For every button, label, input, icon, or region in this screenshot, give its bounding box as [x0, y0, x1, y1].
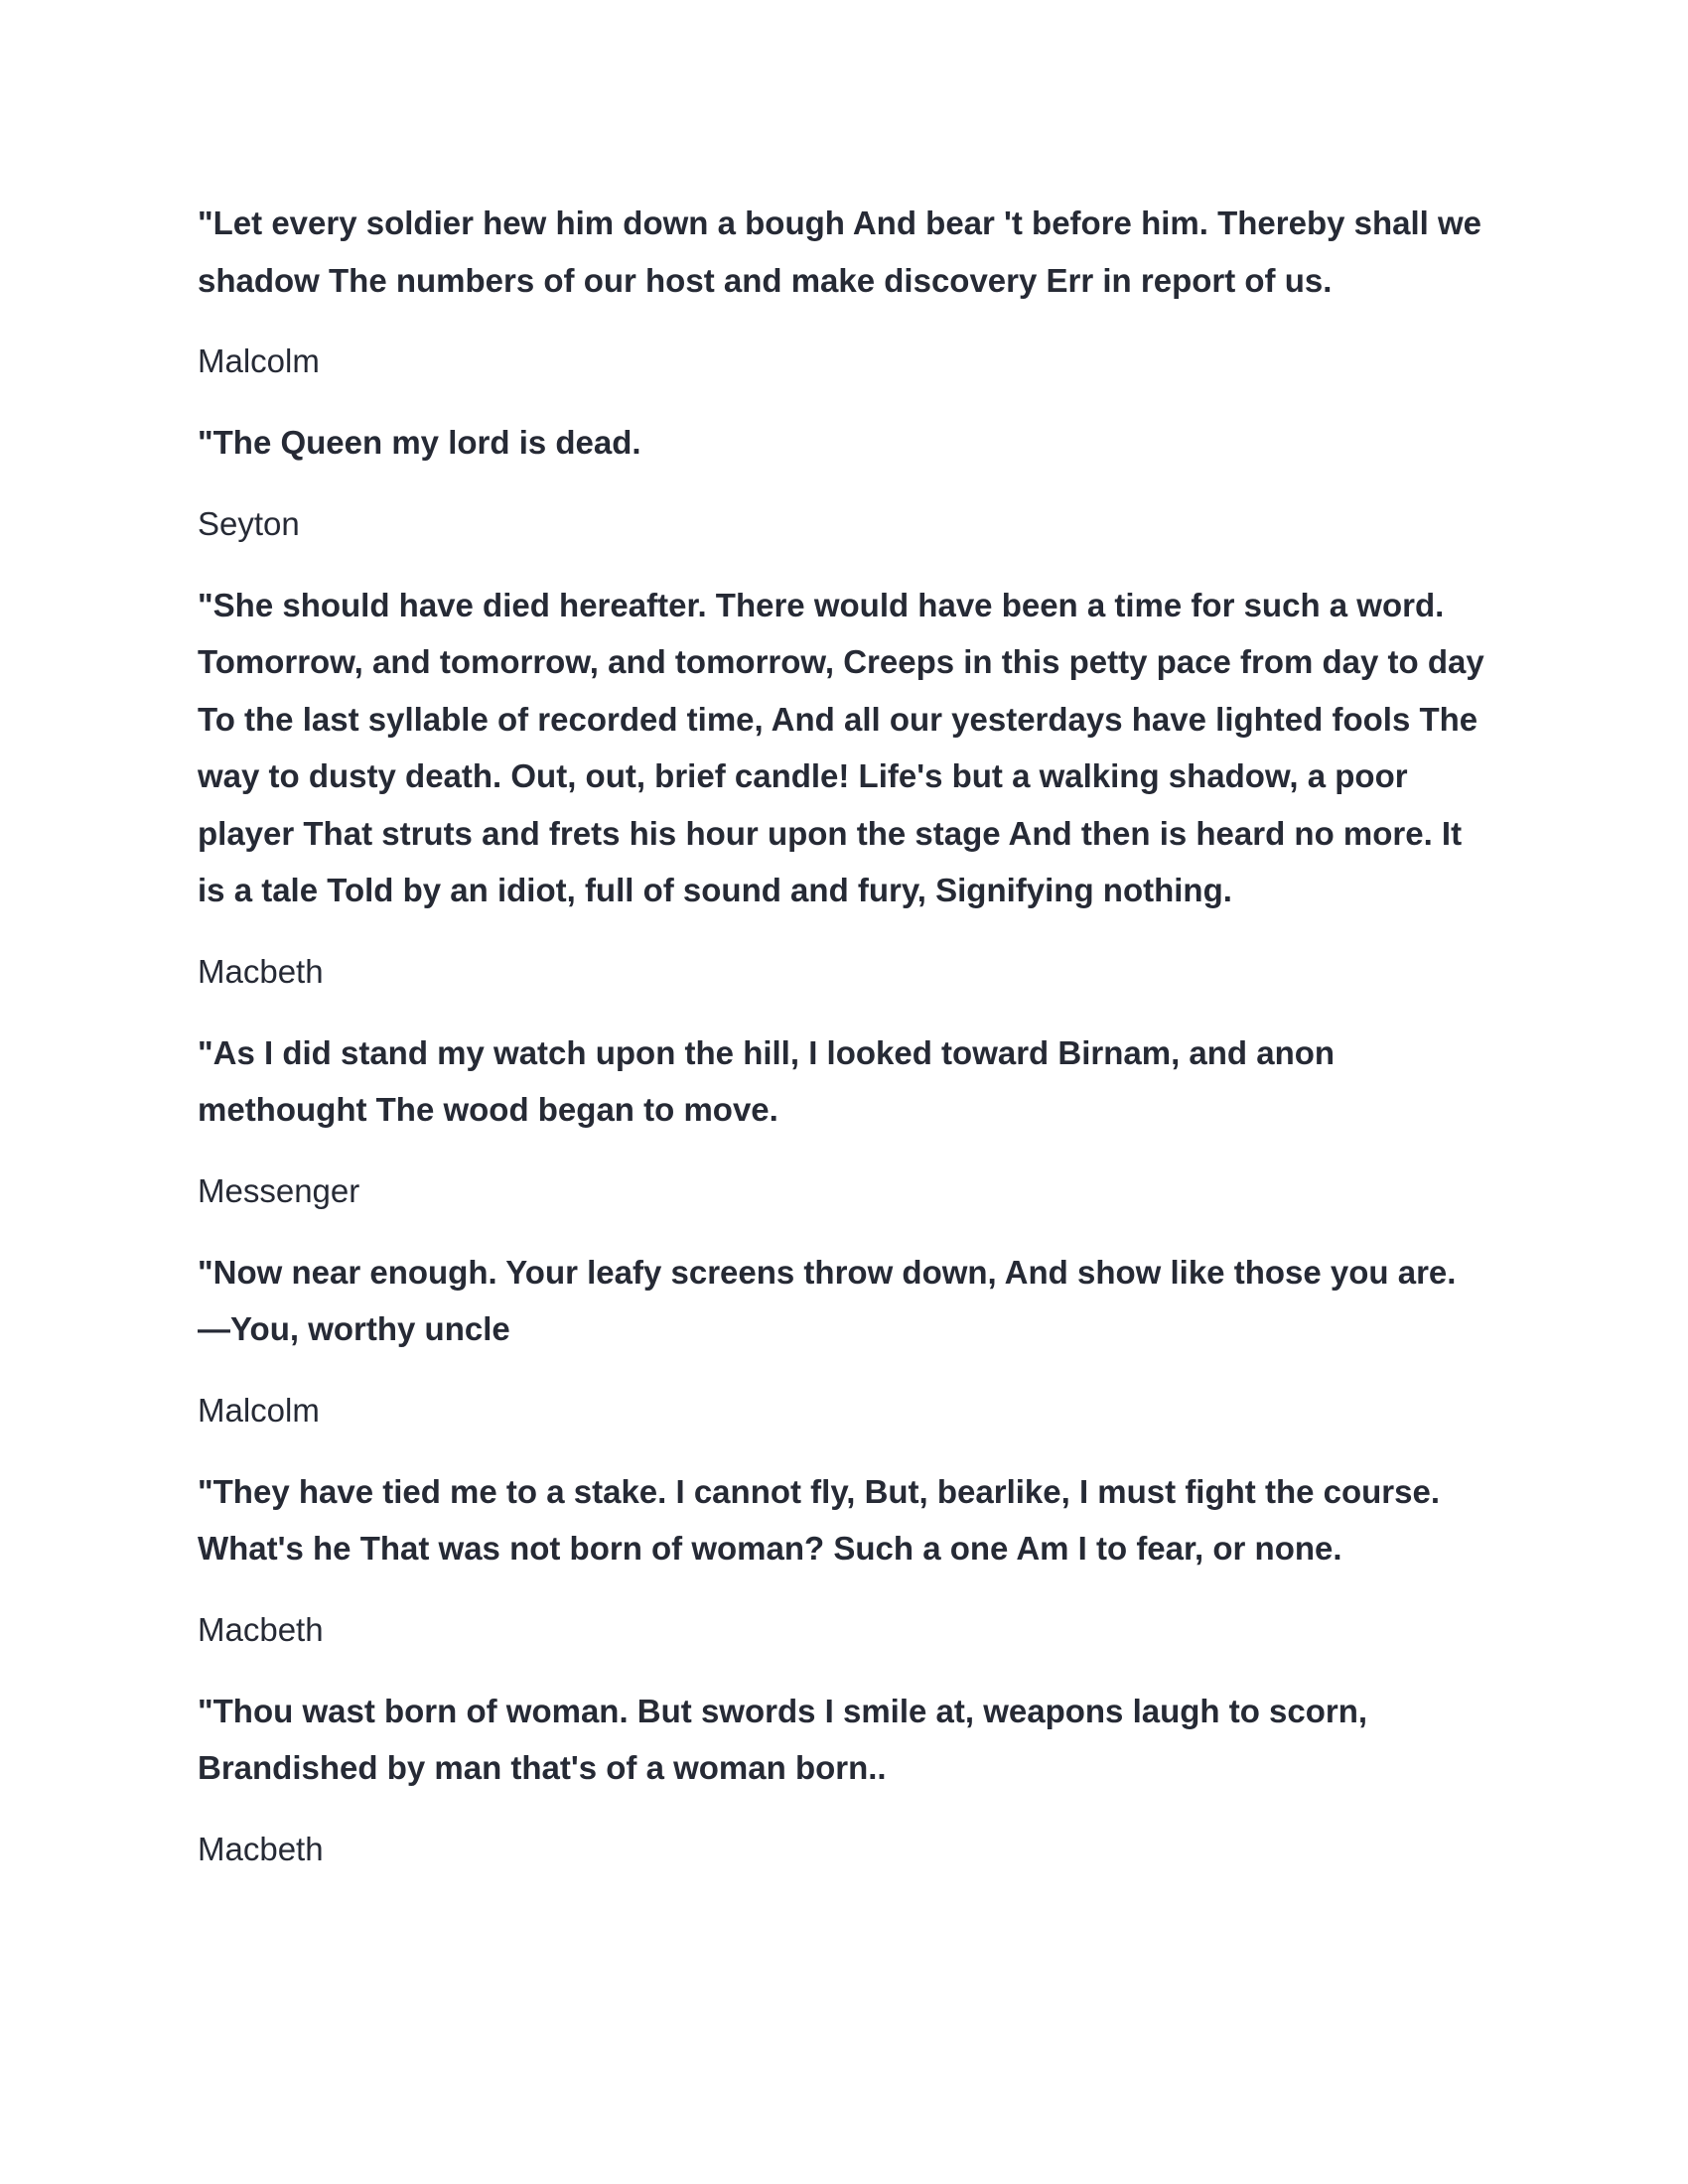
speaker-name: Macbeth: [198, 952, 324, 990]
speaker-name: Macbeth: [198, 1830, 324, 1867]
speaker-name: Messenger: [198, 1171, 360, 1209]
dialogue-entry: [198, 195, 1488, 414]
dialogue-entry: [198, 414, 1488, 577]
document-page: [198, 195, 1488, 1902]
speaker-name: Seyton: [198, 504, 300, 542]
dialogue-entry: [198, 1244, 1488, 1463]
speaker-name: Malcolm: [198, 342, 320, 379]
quote-text: "Let every soldier hew him down a bough And bear 't before him. Thereby shall we shadow The numbers of our host and make discovery Err in report of us.: [198, 205, 1482, 299]
quote-text: "They have tied me to a stake. I cannot fly, But, bearlike, I must fight the course. What's he That was not born of woman? Such a one Am I to fear, or none.: [198, 1472, 1441, 1567]
speaker-name: Malcolm: [198, 1391, 320, 1429]
dialogue-entry: [198, 577, 1488, 1024]
dialogue-entry: [198, 1463, 1488, 1683]
speaker-name: Macbeth: [198, 1610, 324, 1648]
quote-text: "Now near enough. Your leafy screens throw down, And show like those you are.—You, worthy uncle: [198, 1253, 1457, 1347]
dialogue-entry: [198, 1683, 1488, 1902]
dialogue-entry: [198, 1024, 1488, 1244]
quote-text: "As I did stand my watch upon the hill, I looked toward Birnam, and anon methought The wood began to move.: [198, 1033, 1336, 1128]
quote-text: "Thou wast born of woman. But swords I smile at, weapons laugh to scorn, Brandished by man that's of a woman born..: [198, 1692, 1368, 1786]
quote-text: "The Queen my lord is dead.: [198, 424, 641, 461]
quote-text: "She should have died hereafter. There would have been a time for such a word. Tomorrow, and tomorrow, and tomorrow, Creeps in this petty pace from day to day To the last syllable of recorded time, And all our yesterdays have lighted fools The way to dusty death. Out, out, brief candle! Life's but a walking shadow, a poor player That struts and frets his hour upon the stage And then is heard no more. It is a tale Told by an idiot, full of sound and fury, Signifying nothing.: [198, 586, 1484, 908]
